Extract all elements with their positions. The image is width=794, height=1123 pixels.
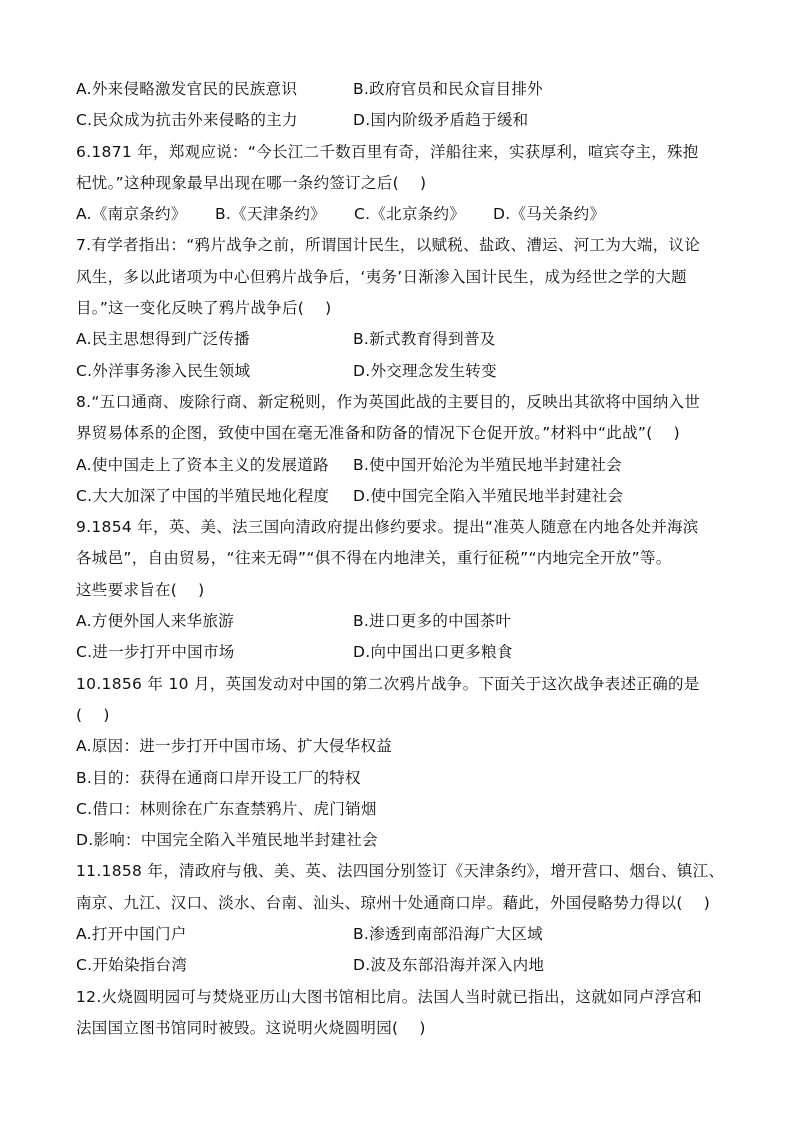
q6-stem-line-2: 杞忧。”这种现象最早出现在哪一条约签订之后( ) (76, 173, 427, 192)
q8-options-row-1 (76, 450, 736, 481)
q6-option-c: C.《北京条约》 (354, 205, 466, 224)
q9-option-c: C.进一步打开中国市场 (76, 643, 235, 662)
q7-stem-line-1: 7.有学者指出：“鸦片战争之前，所谓国计民生，以赋税、盐政、漕运、河工为大端，议论 (76, 236, 701, 255)
q5-option-d: D.国内阶级矛盾趋于缓和 (353, 111, 529, 130)
q9-option-d: D.向中国出口更多粮食 (353, 643, 513, 662)
q11-options-row-2 (76, 950, 736, 981)
q6-option-b: B.《天津条约》 (215, 205, 326, 224)
q10-option-b: B.目的：获得在通商口岸开设工厂的特权 (76, 768, 361, 787)
q9-stem-line-3: 这些要求旨在( ) (76, 580, 205, 599)
q7-option-b: B.新式教育得到普及 (353, 330, 496, 349)
q6-stem-line-1: 6.1871 年，郑观应说：“今长江二千数百里有奇，洋船往来，实获厚利，喧宾夺主，殊抱 (76, 142, 699, 161)
q8-stem-line-2: 界贸易体系的企图，致使中国在毫无准备和防备的情况下仓促开放。”材料中“此战”( ) (76, 424, 680, 443)
q10-stem-line-2: ( ) (76, 705, 110, 724)
q9-option-a: A.方便外国人来华旅游 (76, 612, 235, 631)
q5-options-row-1 (76, 74, 736, 105)
q10-option-a: A.原因：进一步打开中国市场、扩大侵华权益 (76, 737, 393, 756)
q5-option-c: C.民众成为抗击外来侵略的主力 (76, 111, 298, 130)
q8-options-row-2 (76, 481, 736, 512)
q12-stem-line-2: 法国国立图书馆同时被毁。这说明火烧圆明园( ) (76, 1018, 426, 1037)
q11-option-a: A.打开中国门户 (76, 925, 187, 944)
q8-option-b: B.使中国开始沦为半殖民地半封建社会 (353, 455, 622, 474)
q7-option-c: C.外洋事务渗入民生领域 (76, 361, 251, 380)
q11-stem-line-1: 11.1858 年，清政府与俄、美、英、法四国分别签订《天津条约》，增开营口、烟台、镇江、 (76, 862, 725, 881)
q9-options-row-1 (76, 606, 736, 637)
q11-options-row-1 (76, 919, 736, 950)
q7-stem-line-2: 风生，多以此诸项为中心但鸦片战争后，‘夷务’日渐渗入国计民生，成为经世之学的大题 (76, 267, 687, 286)
q11-option-d: D.波及东部沿海并深入内地 (353, 956, 545, 975)
q12-stem-line-1: 12.火烧圆明园可与焚烧亚历山大图书馆相比肩。法国人当时就已指出，这就如同卢浮宫和 (76, 987, 702, 1006)
q9-stem-line-1: 9.1854 年，英、美、法三国向清政府提出修约要求。提出“准英人随意在内地各处并海滨 (76, 518, 699, 537)
q7-options-row-1 (76, 324, 736, 355)
q10-option-c: C.借口：林则徐在广东查禁鸦片、虎门销烟 (76, 799, 377, 818)
q8-stem-line-1: 8.“五口通商、废除行商、新定税则，作为英国此战的主要目的，反映出其欲将中国纳入世 (76, 392, 701, 411)
q6-options-row (76, 199, 736, 230)
q9-stem-line-2: 各城邑”，自由贸易，“往来无碍”“俱不得在内地津关，重行征税”“内地完全开放”等。 (76, 549, 672, 568)
q5-option-a: A.外来侵略激发官民的民族意识 (76, 80, 298, 98)
q11-option-c: C.开始染指台湾 (76, 956, 188, 975)
q7-stem-line-3: 目。”这一变化反映了鸦片战争后( ) (76, 299, 332, 318)
q11-option-b: B.渗透到南部沿海广大区域 (353, 925, 543, 944)
q8-option-d: D.使中国完全陷入半殖民地半封建社会 (353, 486, 624, 505)
q10-option-d: D.影响：中国完全陷入半殖民地半封建社会 (76, 831, 378, 850)
q10-stem-line-1: 10.1856 年 10 月，英国发动对中国的第二次鸦片战争。下面关于这次战争表述正确的是 (76, 674, 700, 693)
q9-option-b: B.进口更多的中国茶叶 (353, 612, 512, 631)
q6-option-a: A.《南京条约》 (76, 205, 187, 224)
q5-option-b: B.政府官员和民众盲目排外 (353, 80, 543, 98)
q8-option-a: A.使中国走上了资本主义的发展道路 (76, 455, 329, 474)
q7-option-d: D.外交理念发生转变 (353, 361, 497, 380)
exam-page (76, 74, 736, 1044)
q8-option-c: C.大大加深了中国的半殖民地化程度 (76, 486, 330, 505)
q11-stem-line-2: 南京、九江、汉口、淡水、台南、汕头、琼州十处通商口岸。藉此，外国侵略势力得以( ) (76, 893, 711, 912)
q9-options-row-2 (76, 637, 736, 668)
q7-option-a: A.民主思想得到广泛传播 (76, 330, 250, 349)
q6-option-d: D.《马关条约》 (493, 205, 606, 224)
q7-options-row-2 (76, 356, 736, 387)
q5-options-row-2 (76, 105, 736, 136)
